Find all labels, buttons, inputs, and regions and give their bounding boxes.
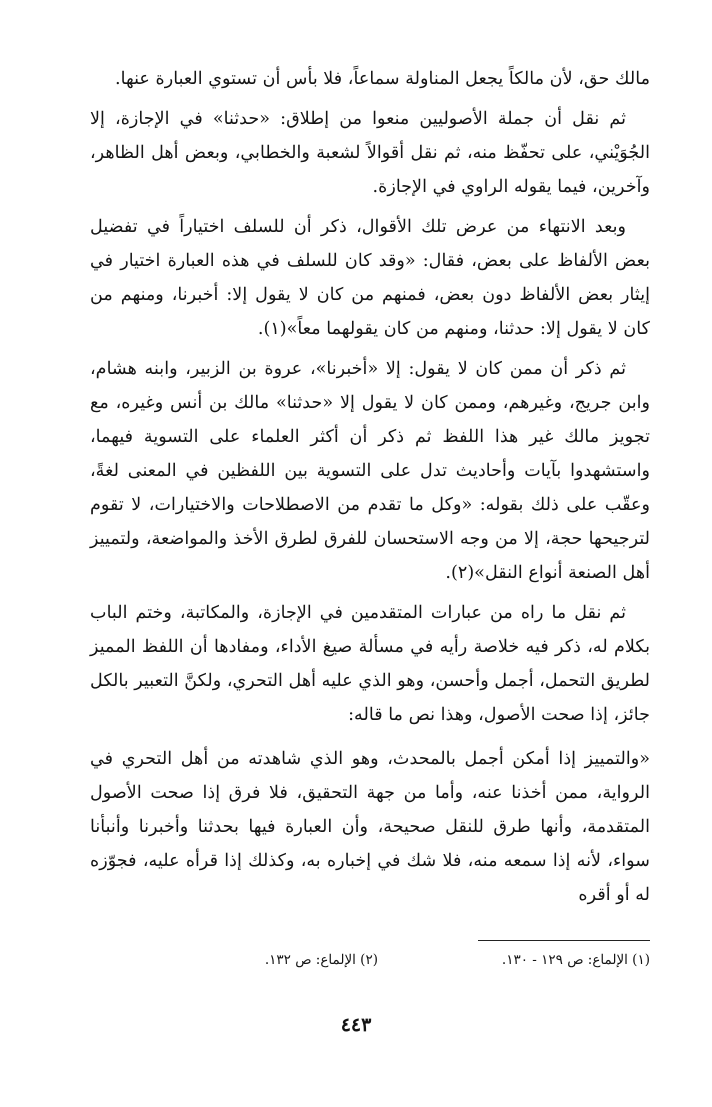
paragraph-4: ثم ذكر أن ممن كان لا يقول: إلا «أخبرنا»، عروة بن الزبير، وابنه هشام، وابن جريج، وغيرهم، وممن كان لا يقول إلا «حدثنا» مالك بن أنس وغيره، مع تجويز مالك غير هذا اللفظ ثم ذكر أن أكثر العلماء على التسوية فيهما، واستشهدوا بآيات وأحاديث تدل على التسوية بين اللفظين في المعنى لغةً، وعقّب على ذلك بقوله: «وكل ما تقدم من الاصطلاحات والاختيارات، لا تقوم لترجيحها حجة، إلا من وجه الاستحسان للفرق لطرق الأخذ والمواضعة، ولتمييز أهل الصنعة أنواع النقل»(٢). <box>90 359 650 583</box>
paragraph-3: وبعد الانتهاء من عرض تلك الأقوال، ذكر أن للسلف اختياراً في تفضيل بعض الألفاظ على بعض، فقال: «وقد كان للسلف في هذه العبارة اختيار في إيثار بعض الألفاظ دون بعض، فمنهم من كان لا يقول إلا: أخبرنا، ومنهم من كان لا يقول إلا: حدثنا، ومنهم من كان يقولهما معاً»(١). <box>90 217 650 339</box>
paragraph-1: مالك حق، لأن مالكاً يجعل المناولة سماعاً، فلا بأس أن تستوي العبارة عنها. <box>115 69 650 89</box>
page-number: ٤٤٣ <box>340 1014 372 1036</box>
footnote-divider <box>478 940 650 941</box>
footnote-1: (١) الإلماع: ص ١٢٩ - ١٣٠. <box>501 952 650 968</box>
paragraph-2: ثم نقل أن جملة الأصوليين منعوا من إطلاق: «حدثنا» في الإجازة، إلا الجُوَيْني، على تحفّظ منه، ثم نقل أقوالاً لشعبة والخطابي، وبعض أهل الظاهر، وآخرين، فيما يقوله الراوي في الإجازة. <box>90 109 650 197</box>
body-text <box>90 62 650 918</box>
paragraph-5: ثم نقل ما راه من عبارات المتقدمين في الإجازة، والمكاتبة، وختم الباب بكلام له، ذكر فيه خلاصة رأيه في مسألة صيغ الأداء، ومفادها أن اللفظ المميز لطريق التحمل، أجمل وأحسن، وهو الذي عليه أهل التحري، ولكنَّ التعبير بالكل جائز، إذا صحت الأصول، وهذا نص ما قاله: <box>90 603 650 725</box>
paragraph-6-quote: «والتمييز إذا أمكن أجمل بالمحدث، وهو الذي شاهدته من أهل التحري في الرواية، ممن أخذنا عنه، وأما من جهة التحقيق، فلا فرق إذا صحت الأصول المتقدمة، وأنها طرق للنقل صحيحة، وأن العبارة فيها بحدثنا وأخبرنا وأنبأنا سواء، لأنه إذا سمعه منه، فلا شك في إخباره به، وكذلك إذا قرأه عليه، فجوّزه له أو أقره <box>90 749 650 905</box>
footnote-2: (٢) الإلماع: ص ١٣٢. <box>264 952 378 968</box>
